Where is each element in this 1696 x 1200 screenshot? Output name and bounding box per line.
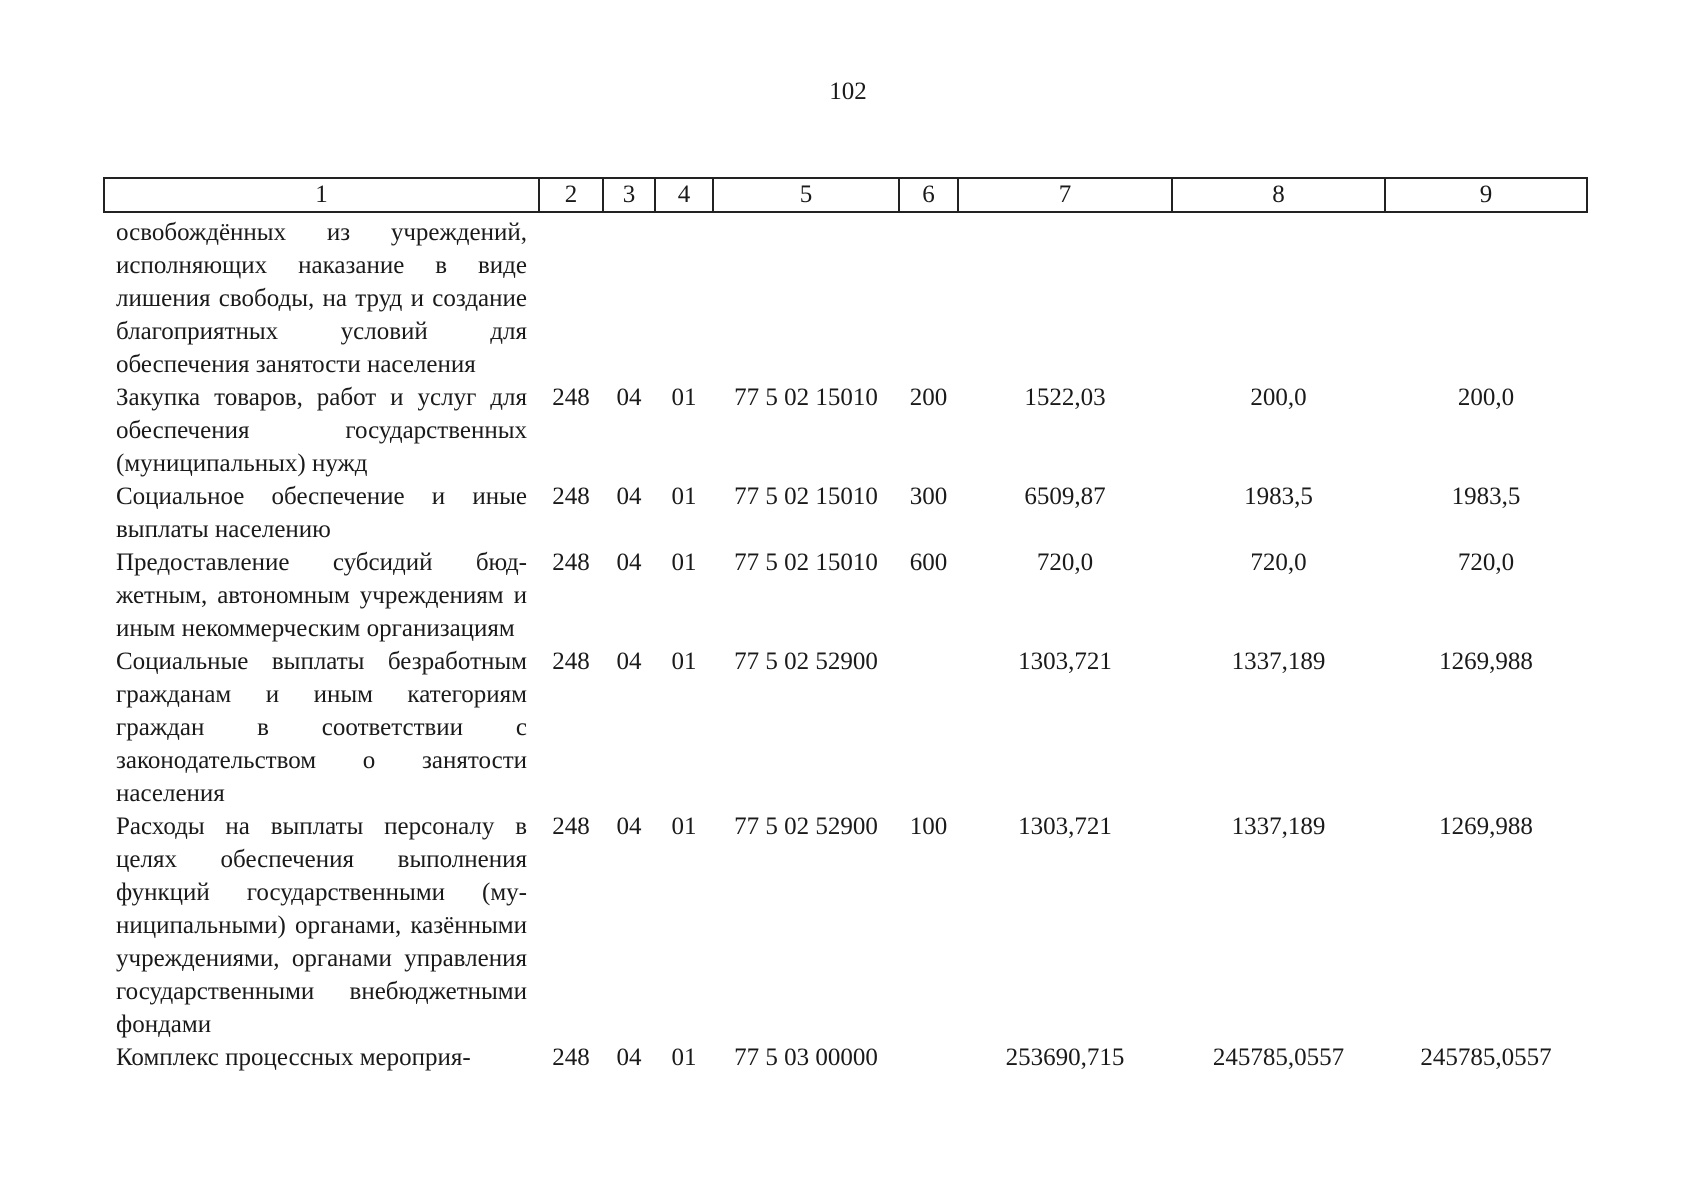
row-col-3: 04 [616, 384, 642, 411]
table-row [104, 212, 1587, 381]
row-col-2: 248 [552, 384, 590, 411]
row-col-7: 1303,721 [1018, 648, 1112, 675]
row-col-5: 77 5 02 15010 [734, 549, 878, 576]
row-col-9 [1385, 212, 1587, 381]
row-col-7: 6509,87 [1024, 483, 1106, 510]
row-description: освобождённых из учреждений, исполняющих наказание в виде лишения свободы, на труд и создание благоприятных условий для обеспечения занятости населения [116, 219, 527, 378]
row-col-9: 1269,988 [1439, 813, 1533, 840]
row-col-3: 04 [616, 648, 642, 675]
row-col-2: 248 [552, 483, 590, 510]
row-col-5 [713, 212, 899, 381]
table-row [104, 810, 1587, 1041]
row-col-3 [603, 212, 655, 381]
row-col-5: 77 5 03 00000 [734, 1044, 878, 1071]
row-col-5: 77 5 02 52900 [734, 648, 878, 675]
row-col-8: 245785,0557 [1212, 1044, 1345, 1071]
row-description: Расходы на выплаты персоналу в целях обеспечения выполнения функций государственными (муниципальными) органами, казёнными учреждениями, органами управления государственными внебюджетными фондами [116, 813, 527, 1038]
column-header-7: 7 [958, 178, 1172, 212]
row-col-8: 1337,189 [1231, 813, 1326, 840]
row-col-4: 01 [671, 549, 697, 576]
row-col-5: 77 5 02 52900 [734, 813, 878, 840]
table-header-row [104, 178, 1587, 212]
row-col-6: 300 [909, 483, 948, 510]
row-col-4: 01 [671, 813, 697, 840]
row-col-9: 720,0 [1457, 549, 1515, 576]
row-col-7: 1522,03 [1024, 384, 1106, 411]
row-col-6: 100 [909, 813, 948, 840]
row-col-6: 600 [909, 549, 948, 576]
row-col-2: 248 [552, 648, 590, 675]
table-row [104, 645, 1587, 810]
row-description: Предоставление субсидий бюджетным, автономным учреждениям и иным некоммерческим организациям [116, 549, 527, 642]
row-col-8: 720,0 [1250, 549, 1307, 576]
column-header-1: 1 [104, 178, 539, 212]
row-col-8 [1172, 212, 1385, 381]
row-col-4: 01 [671, 384, 697, 411]
column-header-2: 2 [539, 178, 603, 212]
row-description: Социальное обеспечение и иные выплаты населению [116, 483, 527, 543]
table-row [104, 1041, 1587, 1074]
row-col-7: 253690,715 [1005, 1044, 1125, 1071]
row-description: Закупка товаров, работ и услуг для обеспечения государственных (муниципальных) нужд [116, 384, 527, 477]
row-description: Социальные выплаты безработным гражданам и иным категориям граждан в соответствии с законодательством о занятости населения [116, 648, 527, 807]
row-col-3: 04 [616, 813, 642, 840]
row-col-7: 720,0 [1036, 549, 1094, 576]
column-header-8: 8 [1172, 178, 1385, 212]
row-col-6 [899, 212, 958, 381]
row-col-9: 200,0 [1457, 384, 1515, 411]
row-col-9: 1269,988 [1439, 648, 1533, 675]
row-col-5: 77 5 02 15010 [734, 384, 878, 411]
row-col-4 [655, 212, 713, 381]
row-col-4: 01 [671, 648, 697, 675]
row-description: Комплекс процессных мероприя- [116, 1044, 471, 1071]
row-col-7 [958, 212, 1172, 381]
row-col-8: 1983,5 [1244, 483, 1313, 510]
row-col-8: 1337,189 [1231, 648, 1326, 675]
budget-table [103, 177, 1588, 1074]
row-col-8: 200,0 [1250, 384, 1307, 411]
row-col-9: 245785,0557 [1420, 1044, 1552, 1071]
row-col-3: 04 [616, 483, 642, 510]
table-row [104, 381, 1587, 480]
row-col-4: 01 [671, 483, 697, 510]
row-col-3: 04 [616, 1044, 642, 1071]
row-col-5: 77 5 02 15010 [734, 483, 878, 510]
column-header-4: 4 [655, 178, 713, 212]
row-col-7: 1303,721 [1018, 813, 1112, 840]
page-number: 102 [829, 78, 867, 105]
column-header-9: 9 [1385, 178, 1587, 212]
column-header-6: 6 [899, 178, 958, 212]
column-header-3: 3 [603, 178, 655, 212]
row-col-6 [899, 1041, 958, 1074]
row-col-6 [899, 645, 958, 810]
row-col-4: 01 [671, 1044, 697, 1071]
row-col-3: 04 [616, 549, 642, 576]
row-col-2: 248 [552, 549, 590, 576]
row-col-2: 248 [552, 813, 590, 840]
row-col-9: 1983,5 [1451, 483, 1521, 510]
table-row [104, 546, 1587, 645]
column-header-5: 5 [713, 178, 899, 212]
row-col-2 [539, 212, 603, 381]
row-col-6: 200 [909, 384, 948, 411]
row-col-2: 248 [552, 1044, 590, 1071]
table-row [104, 480, 1587, 546]
